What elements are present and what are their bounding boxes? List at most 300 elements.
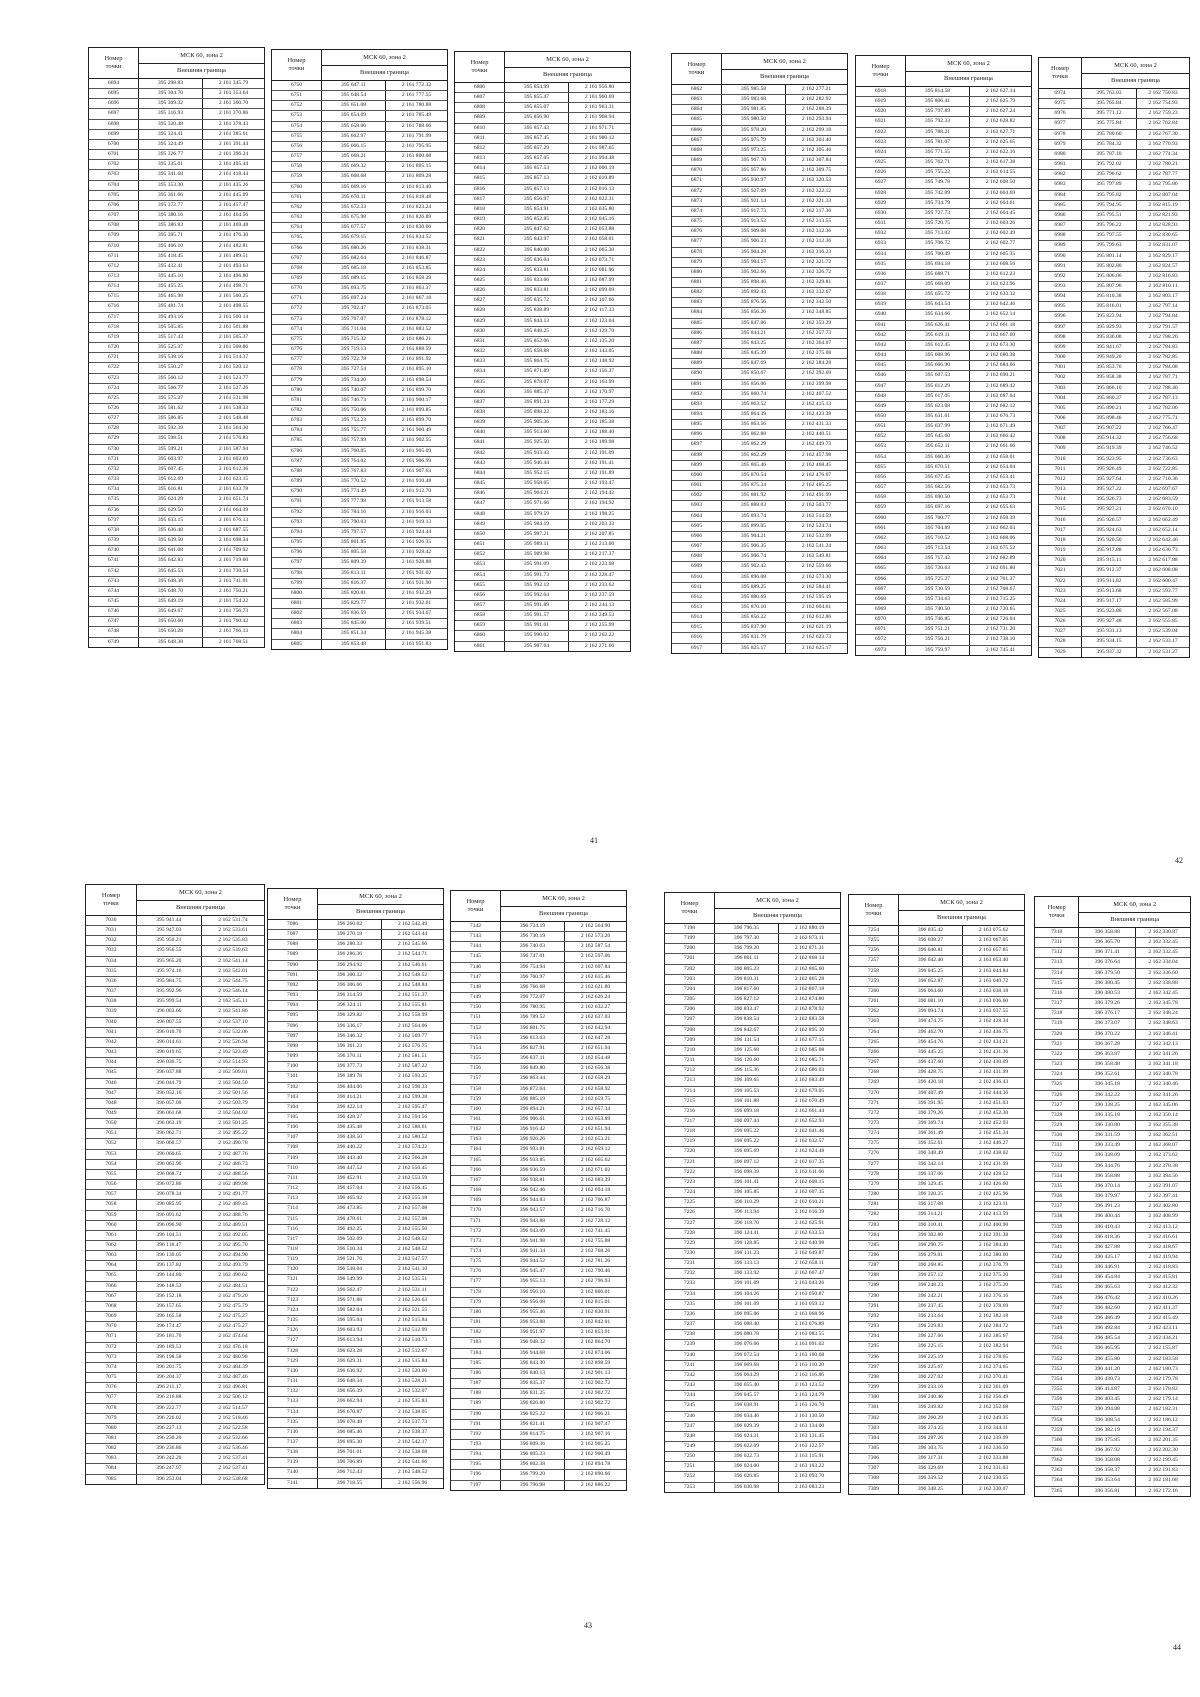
coord-x: 395 851.34 xyxy=(322,629,386,638)
table-row xyxy=(272,426,447,436)
table-row xyxy=(672,126,847,136)
point-number: 7167 xyxy=(451,1176,501,1185)
point-number: 6746 xyxy=(89,607,139,616)
coord-x: 395 566.77 xyxy=(139,384,203,393)
table-row xyxy=(849,1007,1024,1017)
coord-x: 396 358.37 xyxy=(1079,1466,1136,1475)
table-row xyxy=(268,1103,443,1113)
point-number: 6935 xyxy=(856,260,906,269)
coord-x: 396 369.74 xyxy=(899,1119,963,1128)
coord-y: 2 162 548.52 xyxy=(397,971,428,978)
table-row xyxy=(455,205,630,215)
point-number: 7247 xyxy=(665,1422,715,1431)
coord-x: 395 693.75 xyxy=(322,284,386,293)
point-number: 7003 xyxy=(1039,384,1082,393)
point-number: 6893 xyxy=(672,400,722,409)
point-number: 6992 xyxy=(1039,272,1082,281)
point-number: 7286 xyxy=(849,1251,899,1260)
coord-x: 396 038.91 xyxy=(715,1401,779,1410)
point-number: 6872 xyxy=(672,187,722,196)
coord-x: 395 648.70 xyxy=(139,587,203,596)
table-row xyxy=(451,1115,626,1125)
table-row xyxy=(268,1255,443,1265)
coord-x: 396 695.30 xyxy=(318,1438,382,1447)
point-number: 7188 xyxy=(451,1389,501,1398)
coord-y: 2 162 526.94 xyxy=(218,1038,248,1045)
point-number: 6936 xyxy=(856,270,906,279)
coord-y: 2 162 671.02 xyxy=(580,1166,611,1173)
coord-x: 396 019.65 xyxy=(137,1048,202,1057)
coord-y: 2 162 766.47 xyxy=(1148,425,1178,432)
coord-y: 2 162 374.65 xyxy=(978,1363,1009,1370)
coord-y: 2 161 523.77 xyxy=(218,374,249,381)
table-row xyxy=(89,627,264,637)
table-row xyxy=(665,1158,840,1168)
point-number: 6737 xyxy=(89,516,139,525)
point-number: 7330 xyxy=(1035,1131,1079,1140)
coord-y: 2 162 691.80 xyxy=(985,565,1016,572)
coord-x: 395 829.77 xyxy=(322,599,386,608)
point-number: 6877 xyxy=(672,237,722,246)
coord-x: 395 788.21 xyxy=(906,128,970,137)
coord-y: 2 162 199.45 xyxy=(1148,1457,1178,1464)
coord-y: 2 162 541.24 xyxy=(801,543,832,550)
table-row xyxy=(665,1046,840,1056)
coord-y: 2 162 617.35 xyxy=(794,1158,825,1165)
point-number: 7000 xyxy=(1039,353,1082,362)
coord-y: 2 162 344.11 xyxy=(978,1424,1009,1431)
coord-x: 395 849.20 xyxy=(1082,353,1137,362)
point-number: 7137 xyxy=(268,1438,318,1447)
coord-y: 2 162 512.67 xyxy=(397,1347,428,1354)
point-number: 7305 xyxy=(849,1444,899,1453)
coord-y: 2 162 661.44 xyxy=(794,1107,825,1114)
coord-y: 2 162 357.73 xyxy=(801,329,832,336)
coord-x: 395 795.82 xyxy=(1082,191,1137,200)
coord-y: 2 162 353.29 xyxy=(801,319,832,326)
coord-x: 395 481.74 xyxy=(139,302,203,311)
coord-y: 2 163 134.00 xyxy=(794,1422,825,1429)
coord-x: 395 648.38 xyxy=(139,638,203,647)
coord-y: 2 162 391.38 xyxy=(978,1231,1009,1238)
point-number: 7193 xyxy=(451,1440,501,1449)
coord-y: 2 162 828.93 xyxy=(1148,222,1178,229)
point-number: 6780 xyxy=(272,386,322,395)
table-row xyxy=(665,1026,840,1036)
table-row xyxy=(1035,1172,1190,1182)
table-row xyxy=(1039,333,1189,343)
coord-x: 395 797.57 xyxy=(322,528,386,537)
coord-y: 2 162 642.94 xyxy=(580,1024,611,1031)
header-crs xyxy=(899,895,1024,925)
table-row xyxy=(849,1322,1024,1332)
table-row xyxy=(451,993,626,1003)
point-number: 7199 xyxy=(665,934,715,943)
table-row xyxy=(849,967,1024,977)
coord-x: 395 891.24 xyxy=(505,398,569,407)
table-row xyxy=(89,577,264,587)
coord-x: 395 855.47 xyxy=(505,93,569,102)
coord-x: 396 863.44 xyxy=(501,1074,565,1083)
table-row xyxy=(86,1302,264,1312)
coord-y: 2 161 500.14 xyxy=(218,313,249,320)
coord-y: 2 162 203.33 xyxy=(584,520,615,527)
table-row xyxy=(455,164,630,174)
coord-x: 395 652.11 xyxy=(906,442,970,451)
point-number: 6941 xyxy=(856,321,906,330)
table-row xyxy=(86,1251,264,1261)
coord-y: 2 162 538.37 xyxy=(397,1428,428,1435)
point-number: 6891 xyxy=(672,380,722,389)
coord-y: 2 162 831.07 xyxy=(1148,242,1178,249)
point-number: 6979 xyxy=(1039,140,1082,149)
table-row xyxy=(1039,89,1189,99)
coord-x: 396 128.85 xyxy=(715,1239,779,1248)
point-number: 7241 xyxy=(665,1361,715,1370)
coord-y: 2 162 415.13 xyxy=(801,400,832,407)
coord-x: 395 309.32 xyxy=(139,99,203,108)
coord-x: 396 367.28 xyxy=(1079,1040,1136,1049)
table-row xyxy=(455,611,630,621)
point-number: 7253 xyxy=(665,1483,715,1492)
header-point-number xyxy=(1035,897,1079,927)
point-number: 7130 xyxy=(268,1367,318,1376)
coord-x: 395 898.46 xyxy=(1082,414,1137,423)
coord-y: 2 161 664.39 xyxy=(218,506,249,513)
point-number: 7355 xyxy=(1035,1385,1079,1394)
coord-x: 396 022.09 xyxy=(715,1442,779,1451)
coord-y: 2 162 549.81 xyxy=(801,553,832,560)
coord-y: 2 162 053.88 xyxy=(584,226,615,233)
coord-x: 396 240.46 xyxy=(899,1393,963,1402)
coord-x: 396 538.04 xyxy=(318,1265,382,1274)
coord-y: 2 162 623.96 xyxy=(985,280,1016,287)
table-row xyxy=(455,185,630,195)
coord-y: 2 162 683.49 xyxy=(794,1077,825,1084)
header-point-number xyxy=(849,895,899,925)
point-number: 6940 xyxy=(856,310,906,319)
table-row xyxy=(856,503,1031,513)
coord-x: 396 441.20 xyxy=(1079,1365,1136,1374)
coord-x: 395 927.48 xyxy=(1082,617,1137,626)
point-number: 6959 xyxy=(856,503,906,512)
point-number: 7153 xyxy=(451,1034,501,1043)
table-row xyxy=(455,571,630,581)
point-number: 7178 xyxy=(451,1288,501,1297)
coord-x: 396 400.44 xyxy=(1079,1212,1136,1221)
table-row xyxy=(455,113,630,123)
table-row xyxy=(1035,1243,1190,1253)
coord-y: 2 162 611.66 xyxy=(794,1168,825,1175)
coord-x: 395 688.71 xyxy=(906,270,970,279)
coord-x: 396 124.41 xyxy=(715,1229,779,1238)
coord-y: 2 162 535.83 xyxy=(218,937,248,944)
table-row xyxy=(849,1464,1024,1474)
header-label: Номер xyxy=(101,892,120,899)
table-row xyxy=(86,1119,264,1129)
coord-x: 395 608.96 xyxy=(906,351,970,360)
point-number: 6761 xyxy=(272,193,322,202)
point-number: 7259 xyxy=(849,977,899,986)
point-number: 6743 xyxy=(89,577,139,586)
coord-x: 395 757.99 xyxy=(322,436,386,445)
coord-y: 2 162 667.69 xyxy=(985,331,1016,338)
table-row xyxy=(89,384,264,394)
coord-y: 2 162 402.80 xyxy=(1148,1203,1178,1210)
point-number: 6706 xyxy=(89,201,139,210)
coord-y: 2 162 117.33 xyxy=(584,307,615,314)
table-row xyxy=(89,292,264,302)
coord-y: 2 161 931.02 xyxy=(401,569,432,576)
table-row xyxy=(1039,99,1189,109)
coord-y: 2 162 754.93 xyxy=(1148,100,1178,107)
coord-y: 2 162 662.49 xyxy=(1148,516,1178,523)
point-number: 7216 xyxy=(665,1107,715,1116)
coord-y: 2 163 116.86 xyxy=(794,1371,825,1378)
point-number: 6717 xyxy=(89,313,139,322)
point-number: 6698 xyxy=(89,120,139,129)
coord-y: 2 161 587.94 xyxy=(218,445,249,452)
coord-x: 395 907.22 xyxy=(1082,424,1137,433)
coord-x: 396 352.61 xyxy=(1079,1070,1136,1079)
point-number: 7017 xyxy=(1039,526,1082,535)
coord-x: 396 152.18 xyxy=(137,1292,202,1301)
point-number: 6969 xyxy=(856,605,906,614)
table-row xyxy=(86,1444,264,1454)
table-row xyxy=(665,1320,840,1330)
coord-x: 396 094.74 xyxy=(899,1007,963,1016)
coord-x: 395 682.64 xyxy=(322,254,386,263)
table-row xyxy=(451,1237,626,1247)
table-row xyxy=(672,491,847,501)
coord-x: 395 917.17 xyxy=(1082,597,1137,606)
coord-x: 396 165.58 xyxy=(137,1312,202,1321)
table-row xyxy=(89,394,264,404)
coord-y: 2 162 706.87 xyxy=(580,1197,611,1204)
table-row xyxy=(665,1117,840,1127)
coord-y: 2 161 830.06 xyxy=(401,224,432,231)
point-number: 7070 xyxy=(86,1322,137,1331)
coord-y: 2 161 602.69 xyxy=(218,455,249,462)
coord-x: 395 814.58 xyxy=(906,87,970,96)
point-number: 6726 xyxy=(89,404,139,413)
table-row xyxy=(272,467,447,477)
table-row xyxy=(455,144,630,154)
table-row xyxy=(672,268,847,278)
table-row xyxy=(89,170,264,180)
coord-y: 2 161 750.21 xyxy=(218,587,249,594)
coord-x: 396 473.85 xyxy=(318,1204,382,1213)
point-number: 7290 xyxy=(849,1292,899,1301)
coord-y: 2 162 155.87 xyxy=(1148,1345,1178,1352)
point-number: 6785 xyxy=(272,436,322,445)
coord-y: 2 162 573.30 xyxy=(801,573,832,580)
coord-y: 2 162 680.38 xyxy=(985,352,1016,359)
table-row xyxy=(1039,495,1189,505)
point-number: 6881 xyxy=(672,278,722,287)
coord-x: 395 719.13 xyxy=(322,345,386,354)
table-row xyxy=(665,1229,840,1239)
coord-y: 2 162 183.58 xyxy=(1148,1355,1178,1362)
table-row xyxy=(451,1318,626,1328)
coord-y: 2 162 352.68 xyxy=(978,1404,1009,1411)
point-number: 7158 xyxy=(451,1085,501,1094)
coord-y: 2 163 037.55 xyxy=(978,1008,1009,1015)
table-row xyxy=(856,534,1031,544)
header-label: Номер xyxy=(687,61,706,68)
coord-x: 395 641.08 xyxy=(139,546,203,555)
coord-x: 396 131.54 xyxy=(715,1036,779,1045)
coord-x: 395 493.16 xyxy=(139,313,203,322)
coord-y: 2 162 321.33 xyxy=(801,197,832,204)
point-number: 6852 xyxy=(455,550,505,559)
coord-x: 396 010.76 xyxy=(137,1028,202,1037)
table-row xyxy=(672,542,847,552)
coord-y: 2 161 623.15 xyxy=(218,476,249,483)
coord-y: 2 162 340.78 xyxy=(1148,1071,1178,1078)
coord-x: 396 582.04 xyxy=(318,1306,382,1315)
coord-x: 395 406.10 xyxy=(139,242,203,251)
coord-y: 2 162 521.55 xyxy=(397,1306,428,1313)
coord-x: 396 085.95 xyxy=(137,1200,202,1209)
coord-y: 2 162 143.05 xyxy=(584,348,615,355)
table-row xyxy=(665,1483,840,1492)
coord-y: 2 163 059.12 xyxy=(794,1300,825,1307)
coord-y: 2 162 423.38 xyxy=(801,411,832,417)
header-crs-label: МСК 60, зона 2 xyxy=(501,891,626,907)
coord-x: 396 377.73 xyxy=(318,1062,382,1071)
table-row xyxy=(451,963,626,973)
table-row xyxy=(1039,384,1189,394)
coord-x: 395 854.91 xyxy=(505,205,569,214)
table-row xyxy=(856,168,1031,178)
coord-y: 2 162 557.08 xyxy=(397,1205,428,1212)
coord-y: 2 161 898.54 xyxy=(401,376,432,383)
point-number: 7359 xyxy=(1035,1426,1079,1435)
point-number: 6791 xyxy=(272,497,322,506)
coord-x: 396 038.27 xyxy=(899,936,963,945)
coord-x: 395 753.23 xyxy=(322,416,386,425)
table-row xyxy=(455,631,630,641)
coord-x: 395 853.48 xyxy=(322,640,386,649)
coord-y: 2 161 498.71 xyxy=(218,283,249,290)
coord-y: 2 162 755.88 xyxy=(580,1237,611,1244)
point-number: 6735 xyxy=(89,495,139,504)
table-row xyxy=(86,1383,264,1393)
table-row xyxy=(665,1219,840,1229)
coord-x: 396 760.97 xyxy=(501,973,565,982)
table-row xyxy=(849,1119,1024,1129)
table-row xyxy=(455,195,630,205)
coord-y: 2 162 457.98 xyxy=(801,451,832,458)
coord-y: 2 161 719.60 xyxy=(218,557,249,564)
coord-y: 2 162 532.66 xyxy=(218,1434,248,1441)
coord-y: 2 161 564.30 xyxy=(218,425,249,432)
coord-y: 2 162 081.96 xyxy=(584,266,615,273)
table-row xyxy=(272,569,447,579)
point-number: 6925 xyxy=(856,158,906,167)
coord-y: 2 162 821.93 xyxy=(1148,211,1178,218)
point-number: 7111 xyxy=(268,1174,318,1183)
coord-y: 2 162 830.91 xyxy=(580,1308,611,1315)
point-number: 7230 xyxy=(665,1249,715,1258)
point-number: 7106 xyxy=(268,1123,318,1132)
coord-y: 2 162 662.03 xyxy=(985,524,1016,531)
coord-x: 395 875.34 xyxy=(722,481,786,490)
coord-x: 396 356.81 xyxy=(1079,1487,1136,1496)
table-row xyxy=(272,274,447,284)
coord-x: 395 806.06 xyxy=(1082,272,1137,281)
coord-x: 396 373.07 xyxy=(1079,1019,1136,1028)
coord-y: 2 162 594.56 xyxy=(397,1113,428,1120)
point-number: 6946 xyxy=(856,371,906,380)
coord-y: 2 162 790.46 xyxy=(580,1268,611,1275)
coordinates-table xyxy=(267,888,444,1489)
coord-y: 2 161 788.66 xyxy=(401,122,432,129)
coord-y: 2 161 353.64 xyxy=(218,90,249,97)
coord-x: 395 725.27 xyxy=(906,575,970,584)
coord-y: 2 161 795.95 xyxy=(401,142,432,149)
coord-y: 2 162 548.52 xyxy=(397,1246,428,1252)
point-number: 7346 xyxy=(1035,1294,1079,1303)
table-row xyxy=(665,1290,840,1300)
coord-y: 2 162 305.46 xyxy=(801,146,832,153)
table-row xyxy=(849,977,1024,987)
point-number: 7142 xyxy=(451,922,501,931)
coord-x: 395 700.49 xyxy=(906,250,970,259)
coord-x: 395 917.73 xyxy=(722,207,786,216)
point-number: 7233 xyxy=(665,1279,715,1288)
table-row xyxy=(268,1093,443,1103)
coord-x: 396 380.53 xyxy=(1079,989,1136,998)
header-crs-label: МСК 60, зона 2 xyxy=(1082,58,1189,74)
coord-x: 395 889.25 xyxy=(722,583,786,592)
coord-x: 395 931.13 xyxy=(1082,627,1137,636)
coord-x: 396 104.26 xyxy=(715,1290,779,1299)
coord-x: 395 989.11 xyxy=(505,540,569,549)
coord-y: 2 162 434.21 xyxy=(1148,1335,1178,1342)
coord-x: 396 446.91 xyxy=(1079,1263,1136,1272)
point-number: 7085 xyxy=(86,1475,137,1484)
point-number: 7074 xyxy=(86,1363,137,1372)
coord-x: 396 465.95 xyxy=(1079,1344,1136,1353)
point-number: 6803 xyxy=(272,619,322,628)
coord-x: 395 915.11 xyxy=(1082,556,1137,565)
table-row xyxy=(86,1424,264,1434)
coord-y: 2 161 501.88 xyxy=(218,323,249,330)
coord-y: 2 162 451.34 xyxy=(978,1130,1009,1137)
point-number: 6975 xyxy=(1039,99,1082,108)
table-row xyxy=(272,81,447,91)
table-row xyxy=(856,148,1031,158)
coord-y: 2 162 653.73 xyxy=(985,484,1016,491)
table-row xyxy=(268,1174,443,1184)
table-row xyxy=(268,1448,443,1458)
point-number: 6756 xyxy=(272,142,322,151)
point-number: 6990 xyxy=(1039,252,1082,261)
coord-y: 2 162 667.47 xyxy=(794,1270,825,1277)
coord-y: 2 162 503.79 xyxy=(218,1099,248,1106)
coord-y: 2 162 874.06 xyxy=(580,1349,611,1356)
table-row xyxy=(455,510,630,520)
coord-x: 396 805.23 xyxy=(501,1450,565,1459)
table-header xyxy=(672,54,847,85)
coord-y: 2 162 614.55 xyxy=(985,169,1016,176)
table-row xyxy=(451,1349,626,1359)
table-row xyxy=(849,1048,1024,1058)
coord-x: 396 916.42 xyxy=(501,1125,565,1134)
point-number: 7298 xyxy=(849,1373,899,1382)
